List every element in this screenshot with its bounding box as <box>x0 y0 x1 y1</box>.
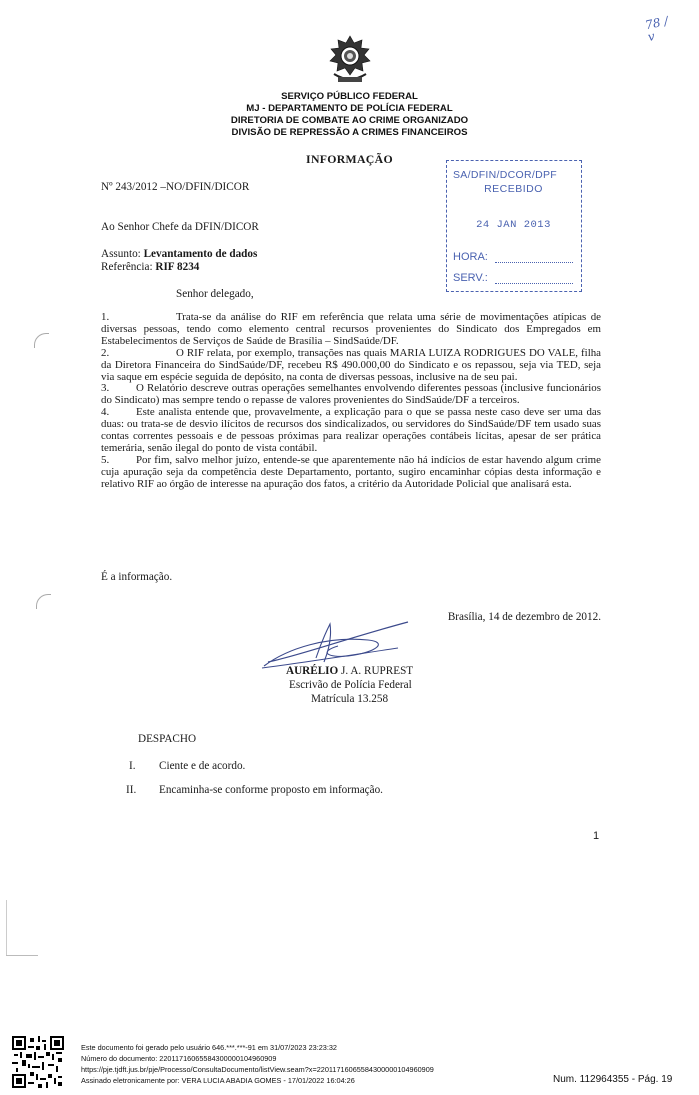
paragraph-text: Trata-se da análise do RIF em referência que relata uma série de movimentações atípicas de diversas pessoas, tendo como elemento central recursos provenientes do Sindicato dos Empregados em Estabelecimentos de Serviços de Saúde de Brasília – SindSaúde/DF. <box>101 311 601 347</box>
footer-url[interactable]: https://pje.tjdft.jus.br/pje/Processo/ConsultaDocumento/listView.seam?x=22011716065584300000104960909 <box>81 1065 434 1074</box>
paragraph-text: Por fim, salvo melhor juízo, entende-se que aparentemente não há indícios de estar havendo algum crime cuja apuração seja da competência deste Departamento, portanto, sugiro encaminhar cópias desta informação e relativo RIF ao órgão de interesse na apuração dos fatos, a critério da Autoridade Policial que analisará esta. <box>101 453 601 490</box>
despacho-item-text: Encaminha-se conforme proposto em informação. <box>159 784 383 796</box>
stamp-division: SA/DFIN/DCOR/DPF <box>453 169 557 181</box>
paragraph-number: 4. <box>101 406 110 419</box>
header-line-4: DIVISÃO DE REPRESSÃO A CRIMES FINANCEIROS <box>231 127 468 138</box>
paragraph-text: O RIF relata, por exemplo, transações nas quais MARIA LUIZA RODRIGUES DO VALE, filha da Diretora Financeira do SindSaúde/DF, recebeu R$ 490.000,00 do Sindicato e os repassou, seja via TED, seja via saque em espécie seguida de depósito, na conta de diversas pessoas, inclusive na de seu pai. <box>101 346 601 383</box>
reference-line <box>101 261 199 274</box>
paragraph <box>101 455 601 491</box>
document-title: INFORMAÇÃO <box>306 152 393 166</box>
header-line-2: MJ - DEPARTAMENTO DE POLÍCIA FEDERAL <box>246 103 453 114</box>
paragraph <box>101 348 601 384</box>
header-line-3: DIRETORIA DE COMBATE AO CRIME ORGANIZADO <box>230 115 469 126</box>
footer-signed-by: Assinado eletronicamente por: VERA LUCIA ABADIA GOMES - 17/01/2022 16:04:26 <box>81 1076 355 1085</box>
paragraph-number: 2. <box>101 346 110 359</box>
despacho-title: DESPACHO <box>138 733 197 745</box>
stamp-hora-label: HORA: <box>453 251 488 263</box>
signer-name-rest: J. A. RUPREST <box>338 665 414 677</box>
handwritten-page-mark: 78 / v <box>643 13 670 45</box>
reference-label: Referência: <box>101 261 156 273</box>
paragraph-text: Este analista entende que, provavelmente, a explicação para o que se passa neste caso deve ser uma das duas: ou trata-se de desvio ilícitos de recursos dos sindicalizados, ou servidores do SindSaúde/DF tem usado suas contas correntes pessoais e de pessoas próximas para realizar operações contábeis lícitas, apesar de ser prática temerária, senão ilegal do ponto de vista contábil. <box>101 406 601 454</box>
paragraph <box>101 407 601 455</box>
stamp-serv-line <box>495 283 573 284</box>
scan-edge-mark <box>6 900 7 955</box>
despacho-item-number: II. <box>126 784 137 796</box>
footer-generated-by: Este documento foi gerado pelo usuário 646.***.***-91 em 31/07/2023 23:23:32 <box>81 1043 337 1052</box>
body-paragraphs <box>101 312 601 491</box>
paragraph <box>101 312 601 348</box>
signer-name <box>286 665 413 678</box>
paragraph-text: O Relatório descreve outras operações semelhantes envolvendo diferentes pessoas (inclusive funcionários do Sindicato) mas sempre tendo o repasse de valores provenientes do SindSaúde/DF a terceiros. <box>101 382 601 407</box>
scan-edge-mark <box>34 333 49 348</box>
reference-value: RIF 8234 <box>155 261 200 273</box>
addressee: Ao Senhor Chefe da DFIN/DICOR <box>101 221 259 233</box>
subject-label: Assunto: <box>101 248 144 260</box>
signer-name-bold: AURÉLIO <box>286 665 339 677</box>
scan-edge-mark <box>6 955 38 956</box>
closing: É a informação. <box>101 571 173 583</box>
header-line-1: SERVIÇO PÚBLICO FEDERAL <box>281 91 418 102</box>
despacho-item-text: Ciente e de acordo. <box>159 760 246 772</box>
place-date: Brasília, 14 de dezembro de 2012. <box>447 611 601 623</box>
stamp-hora-line <box>495 262 573 263</box>
subject-line <box>101 248 257 261</box>
received-stamp <box>446 160 582 292</box>
signer-role: Escrivão de Polícia Federal <box>289 679 412 691</box>
subject-value: Levantamento de dados <box>143 248 258 260</box>
document-number: Nº 243/2012 –NO/DFIN/DICOR <box>101 181 250 193</box>
qr-code <box>12 1036 64 1088</box>
paragraph <box>101 383 601 407</box>
paragraph-number: 1. <box>101 311 110 323</box>
stamp-serv-label: SERV.: <box>453 272 488 284</box>
scan-edge-mark <box>36 594 51 609</box>
footer-document-number: Número do documento: 22011716065584300000104960909 <box>81 1054 277 1063</box>
salutation: Senhor delegado, <box>176 288 254 300</box>
stamp-received: RECEBIDO <box>484 183 543 195</box>
footer-page-reference: Num. 112964355 - Pág. 19 <box>553 1074 673 1085</box>
paragraph-number: 3. <box>101 382 110 395</box>
despacho-item-number: I. <box>129 760 136 772</box>
stamp-date: 24 JAN 2013 <box>476 219 551 231</box>
paragraph-number: 5. <box>101 453 110 466</box>
page-number: 1 <box>593 830 600 842</box>
coat-of-arms-emblem <box>326 34 374 86</box>
signer-registration: Matrícula 13.258 <box>311 693 389 705</box>
